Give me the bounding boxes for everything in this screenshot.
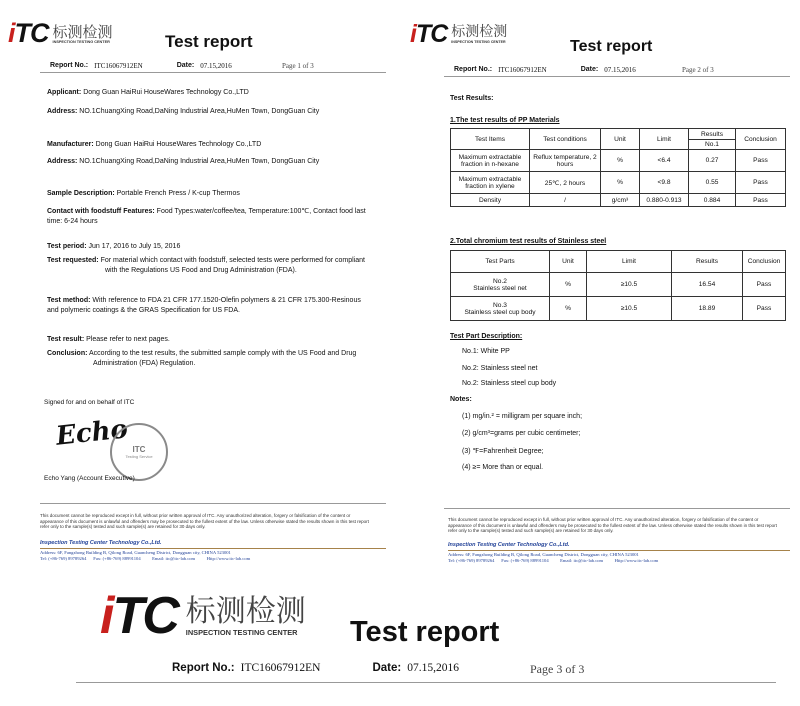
report-date: 07.15,2016 [407, 662, 459, 674]
report-title: Test report [350, 616, 500, 648]
logo-sub: INSPECTION TESTING CENTER [52, 39, 110, 44]
footer-address: Address: 6F, Fangzhong Building B, Qilong Road, Guancheng District, Dongguan city, CHINA 523001 [40, 550, 231, 555]
signature: Echo [54, 414, 130, 452]
footer-tel: Tel: (+86-769) 89789264 Fax: (+86-769) 88991104 Email: itc@itc-lab.com Http://www.itc-lab.com [40, 556, 251, 561]
chromium-results-table [450, 250, 786, 321]
list-item: No.1: White PP [462, 348, 510, 355]
logo-brand: iTC [410, 20, 448, 48]
logo-cn: 标测检测 [451, 24, 508, 40]
table-row: Density / g/cm³ 0.880-0.913 0.884 Pass [451, 194, 786, 207]
logo-cn: 标测检测 [52, 22, 113, 41]
address2-line: Address: NO.1ChuangXing Road,DaNing Industrial Area,HuMen Town, DongGuan City [47, 158, 320, 165]
report-title: Test report [570, 38, 653, 55]
page-number: Page 2 of 3 [682, 66, 714, 74]
company-seal: ITC Testing Service [110, 423, 168, 481]
th-conclusion: Conclusion [736, 129, 786, 150]
report-no: ITC16067912EN [240, 662, 321, 674]
page-1 [0, 0, 396, 560]
th-conclusion: Conclusion [743, 251, 786, 273]
footer-divider [444, 508, 790, 509]
contact-line: Contact with foodstuff Features: Food Types:water/coffee/tea, Temperature:100℃, Contact food last time: 6-24 hours [47, 208, 366, 225]
parts-label: Test Part Description: [450, 333, 523, 340]
footer-tel: Tel: (+86-769) 89789264 Fax: (+86-769) 88991104 Email: itc@itc-lab.com Http://www.itc-lab.com [448, 558, 659, 563]
logo-sub: INSPECTION TESTING CENTER [185, 627, 298, 637]
footer-rule [40, 548, 386, 549]
conclusion-line: Conclusion: According to the test results, the submitted sample comply with the US Food and Drug Administration (FDA) Regulation. [47, 350, 357, 367]
th-results: Results [672, 251, 743, 273]
footer-company: Inspection Testing Center Technology Co.,Ltd. [40, 540, 162, 546]
th-test-items: Test Items [451, 129, 530, 150]
report-no: ITC16067912EN [94, 62, 143, 70]
logo-sub: INSPECTION TESTING CENTER [451, 40, 506, 44]
meta-row: Report No.: ITC16067912EN Date: 07.15,2016 [172, 662, 459, 674]
th-unit: Unit [550, 251, 587, 273]
report-date: 07.15,2016 [200, 62, 232, 70]
manufacturer-line: Manufacturer: Dong Guan HaiRui HouseWares Technology Co.,LTD [47, 141, 262, 148]
footer-address: Address: 6F, Fangzhong Building B, Qilong Road, Guancheng District, Dongguan city, CHINA 523001 [448, 552, 639, 557]
page-2 [404, 0, 800, 563]
itc-logo [410, 20, 507, 49]
method-line: Test method: With reference to FDA 21 CFR 177.1520-Olefin polymers & 21 CFR 175.300-Resinous and polymeric coatings & the GRAS Specification for US FDA. [47, 297, 361, 314]
result-line: Test result: Please refer to next pages. [47, 336, 170, 343]
list-item: No.2: Stainless steel net [462, 365, 538, 372]
footer-rule [448, 550, 790, 551]
logo-brand: iTC [8, 18, 49, 48]
address-line: Address: NO.1ChuangXing Road,DaNing Industrial Area,HuMen Town, DongGuan City [47, 108, 320, 115]
th-limit: Limit [587, 251, 672, 273]
requested-line: Test requested: For material which contact with foodstuff, selected tests were performed for compliant with the Regulations US Food and Drug Administration (FDA). [47, 257, 365, 274]
report-date: 07.15,2016 [604, 66, 636, 74]
th-results: Results [689, 129, 736, 140]
itc-logo [8, 18, 113, 49]
page-number: Page 3 of 3 [530, 662, 585, 676]
page-3 [0, 572, 800, 706]
table-row: Maximum extractable fraction in n-hexane Reflux temperature, 2 hours % <6.4 0.27 Pass [451, 150, 786, 172]
footer-disclaimer: This document cannot be reproduced except in full, without prior written approval of ITC. Any unauthorized alteration, forgery or falsification of the content or appearance of this document is unlawful and offenders may be prosecuted to the fullest extent of the law. Unless otherwise stated the results shown in this test report refer only to the sample(s) tested and such sample(s) are retained for 30 days only. [448, 517, 777, 533]
th-test-parts: Test Parts [451, 251, 550, 273]
itc-logo [100, 586, 306, 646]
applicant-line: Applicant: Dong Guan HaiRui HouseWares Technology Co.,LTD [47, 89, 249, 96]
th-limit: Limit [640, 129, 689, 150]
period-line: Test period: Jun 17, 2016 to July 15, 2016 [47, 243, 181, 250]
logo-cn: 标测检测 [185, 593, 306, 629]
notes-label: Notes: [450, 396, 472, 403]
meta-row: Report No.: ITC16067912EN Date: 07.15,2016 [50, 62, 232, 70]
results-label: Test Results: [450, 95, 494, 102]
footer-disclaimer: This document cannot be reproduced except in full, without prior written approval of ITC. Any unauthorized alteration, forgery or falsification of the content or appearance of this document is unlawful and offenders may be prosecuted to the fullest extent of the law. Unless otherwise stated the results shown in this test report refer only to the sample(s) tested and such sample(s) are retained for 30 days only. [40, 513, 369, 529]
list-item: (3) ℉=Fahrenheit Degree; [462, 448, 544, 455]
section-2-title: 2.Total chromium test results of Stainless steel [450, 238, 607, 245]
list-item: No.2: Stainless steel cup body [462, 380, 557, 387]
list-item: (2) g/cm³=grams per cubic centimeter; [462, 430, 581, 437]
list-item: (4) ≥= More than or equal. [462, 464, 544, 471]
pp-results-table [450, 128, 786, 207]
report-no: ITC16067912EN [498, 66, 547, 74]
th-test-conditions: Test conditions [530, 129, 601, 150]
th-unit: Unit [601, 129, 640, 150]
footer-company: Inspection Testing Center Technology Co.,Ltd. [448, 542, 570, 548]
footer-divider [40, 503, 386, 504]
divider [40, 72, 386, 73]
th-no1: No.1 [689, 140, 736, 150]
section-1-title: 1.The test results of PP Materials [450, 117, 560, 124]
sample-line: Sample Description: Portable French Press / K-cup Thermos [47, 190, 240, 197]
logo-brand: iTC [100, 587, 178, 645]
signed-line: Signed for and on behalf of ITC [44, 399, 135, 406]
signer-name: Echo Yang (Account Executive) [44, 475, 135, 482]
page-number: Page 1 of 3 [282, 62, 314, 70]
meta-row: Report No.: ITC16067912EN Date: 07.15,2016 [454, 66, 636, 74]
divider [76, 682, 776, 683]
divider [444, 76, 790, 77]
table-row: No.2 Stainless steel net % ≥10.5 16.54 Pass [451, 273, 786, 297]
list-item: (1) mg/in.² = milligram per square inch; [462, 413, 583, 420]
table-row: No.3 Stainless steel cup body % ≥10.5 18.89 Pass [451, 297, 786, 321]
table-row: Maximum extractable fraction in xylene 25℃, 2 hours % <9.8 0.55 Pass [451, 172, 786, 194]
report-title: Test report [165, 32, 253, 51]
